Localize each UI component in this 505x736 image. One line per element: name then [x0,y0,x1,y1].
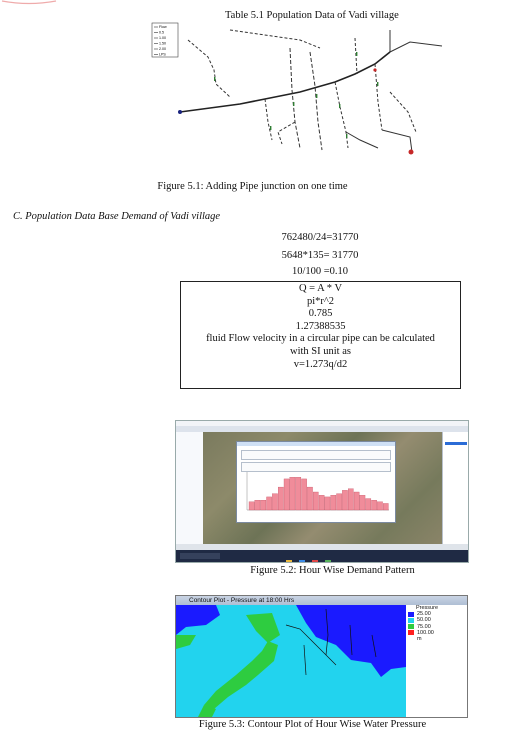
formula-line: 1.27388535 [295,320,346,332]
branch-pipe [290,48,300,148]
demand-pattern-screenshot [175,420,469,563]
section-heading: C. Population Data Base Demand of Vadi village [13,211,221,222]
page-corner-mark [0,0,58,6]
flow-legend-label: Flow [159,25,167,29]
pattern-bar [342,490,347,510]
branch-pipe [278,122,295,144]
legend-title: Pressure [416,605,439,611]
pressure-legend-swatch [408,637,414,642]
flow-legend-label: 2.00 [159,47,166,51]
formula-box [180,281,461,389]
figure-5-1-caption: Figure 5.1: Adding Pipe junction on one time [157,181,348,192]
pattern-bar [325,497,330,510]
pressure-legend-swatch [408,630,414,635]
pattern-bar [348,489,353,510]
pressure-legend-swatch [408,612,414,617]
flow-legend-label: LPS [159,52,166,57]
pattern-bar [302,479,307,510]
pressure-legend [408,605,464,649]
branch-pipe [335,82,348,148]
pattern-bar [296,477,301,510]
branch-pipe [390,92,416,132]
reservoir-node [178,110,182,114]
branch-pipe [346,132,378,148]
property-panel [442,432,469,544]
pattern-bar [307,487,312,510]
pressure-legend-label: 75.00 [417,623,431,630]
contour-map [176,605,406,717]
pressure-legend-swatch [408,618,414,623]
pattern-bar [366,499,371,510]
branch-pipe [382,130,412,152]
pattern-bar-chart [241,470,391,514]
pattern-bar [255,500,260,510]
branch-pipe [310,52,322,150]
branch-pipe [390,42,442,52]
pattern-bar [372,500,377,510]
pattern-bar [383,503,388,510]
browser-panel [176,432,204,544]
branch-pipe [375,64,382,130]
windows-taskbar [176,550,468,562]
flow-legend-label: 0.5 [159,30,164,35]
tank-node [409,150,414,155]
flow-legend-label: 1.00 [159,36,166,40]
pattern-bar [278,487,283,510]
pattern-editor-dialog [236,441,396,523]
pattern-bar [331,495,336,510]
equation-line: 762480/24=31770 [281,232,359,243]
pattern-bar [261,500,266,510]
formula-line: with SI unit as [290,345,351,357]
flow-legend-label: 1.50 [159,41,166,46]
pipe-network-figure [150,22,450,170]
pressure-legend-item [408,636,464,642]
pattern-bar [313,492,318,510]
formula-line: Q = A * V [298,283,343,294]
pattern-bar [319,495,324,510]
formula-line: fluid Flow velocity in a circular pipe can be calculated [206,333,435,345]
formula-line: 0.785 [308,308,333,320]
figure-5-3-caption: Figure 5.3: Contour Plot of Hour Wise Water Pressure [198,719,427,730]
pattern-bar [284,479,289,510]
pressure-legend-label: 100.00 [417,629,434,636]
junction-node [373,68,376,71]
pattern-bar [354,492,359,510]
figure-5-2-caption: Figure 5.2: Hour Wise Demand Pattern [250,565,415,576]
pressure-legend-swatch [408,624,414,629]
pattern-bar [377,502,382,510]
branch-pipe [230,30,320,48]
equation-line: 5648*135= 31770 [281,250,359,261]
equation-line: 10/100 =0.10 [291,266,349,277]
pressure-legend-label: 25.00 [417,611,431,618]
pattern-bar [267,497,272,510]
formula-line: pi*r^2 [306,295,335,307]
contour-title-bar [176,596,467,605]
branch-pipe [188,40,230,97]
branch-pipe [265,99,272,140]
pattern-bar [249,502,254,510]
contour-title: Contour Plot - Pressure at 18:00 Hrs [189,597,295,604]
pattern-bar [290,477,295,510]
pattern-bar [272,494,277,510]
pressure-legend-label: 50.00 [417,617,431,624]
formula-line: v=1.273q/d2 [293,358,348,370]
pattern-bar [360,495,365,510]
table-caption: Table 5.1 Population Data of Vadi village [225,10,399,21]
pressure-legend-label: m [417,635,422,642]
pattern-bar [337,494,342,510]
contour-plot-window [175,595,468,718]
main-pipe [180,52,390,112]
